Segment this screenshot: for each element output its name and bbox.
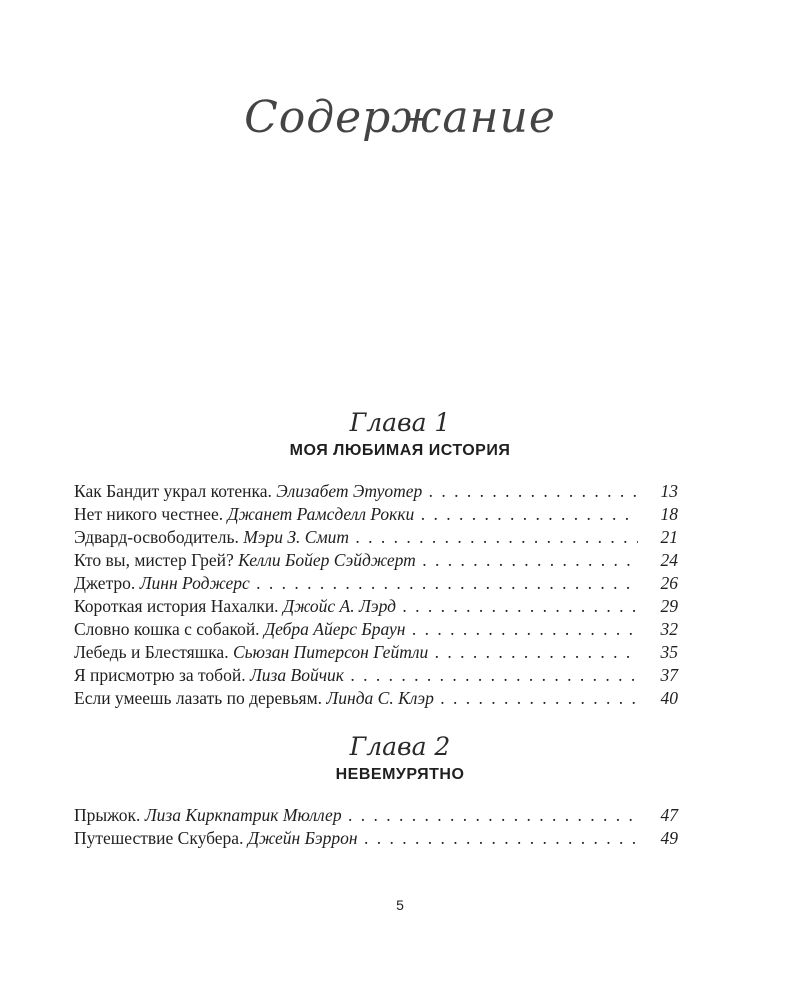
toc-entry-author: Джанет Рамсделл Рокки [227,504,415,524]
toc-entry-author: Дебра Айерс Браун [263,619,406,639]
toc-entry-title: Я присмотрю за тобой. [74,665,246,685]
toc-entry-text [74,827,638,850]
chapter-heading [0,732,800,786]
toc-entry [74,595,678,618]
toc-list [0,480,800,710]
page-title: Содержание [244,92,556,143]
toc-entry-title: Как Бандит украл котенка. [74,481,272,501]
toc-entry [74,503,678,526]
page-number: 5 [396,897,404,913]
toc-entry-author: Элизабет Этуотер [276,481,423,501]
toc-entry-text [74,503,638,526]
toc-entry-author: Джойс А. Лэрд [282,596,396,616]
toc-entry-page: 18 [642,503,678,526]
toc-entry-author: Лиза Войчик [249,665,344,685]
toc-entry-page: 29 [642,595,678,618]
toc-entry-page: 49 [642,827,678,850]
toc-entry [74,641,678,664]
toc-entry-title: Кто вы, мистер Грей? [74,550,234,570]
toc-entry-page: 26 [642,572,678,595]
toc-entry-text [74,641,638,664]
toc-entry-title: Прыжок. [74,805,141,825]
toc-entry-author: Линн Роджерс [139,573,250,593]
toc-entry [74,549,678,572]
toc-list [0,804,800,850]
chapter-subtitle: НЕВЕМУРЯТНО [335,766,465,783]
toc-entry-page: 37 [642,664,678,687]
toc-entry-page: 13 [642,480,678,503]
toc-entry-text [74,572,638,595]
toc-entry-page: 40 [642,687,678,710]
chapter-heading [0,408,800,462]
toc-entry [74,804,678,827]
toc-entry-text [74,480,638,503]
toc-entry-text [74,595,638,618]
toc-entry-title: Если умеешь лазать по деревьям. [74,688,323,708]
toc-entry-page: 24 [642,549,678,572]
toc-entry-author: Джейн Бэррон [247,828,358,848]
chapter-label: Глава 2 [349,732,451,761]
toc-entry-title: Лебедь и Блестяшка. [74,642,229,662]
toc-entry-page: 47 [642,804,678,827]
toc-entry-title: Словно кошка с собакой. [74,619,260,639]
toc-entry-author: Линда С. Клэр [326,688,434,708]
toc-entry-text [74,549,638,572]
toc-entry-title: Джетро. [74,573,136,593]
toc-entry-page: 21 [642,526,678,549]
chapter-2 [0,732,800,850]
toc-entry [74,827,678,850]
toc-entry [74,480,678,503]
toc-entry-text [74,804,638,827]
toc-entry [74,526,678,549]
chapter-subtitle: МОЯ ЛЮБИМАЯ ИСТОРИЯ [289,442,511,459]
toc-entry-title: Эдвард-освободитель. [74,527,239,547]
toc-entry-text [74,526,638,549]
toc-entry-text [74,664,638,687]
chapter-1 [0,408,800,710]
chapter-label: Глава 1 [349,408,451,437]
toc-entry-title: Короткая история Нахалки. [74,596,279,616]
toc-entry [74,664,678,687]
toc-entry-title: Нет никого честнее. [74,504,224,524]
toc-entry-text [74,687,638,710]
toc-entry [74,618,678,641]
toc-entry-title: Путешествие Скубера. [74,828,244,848]
toc-entry-page: 35 [642,641,678,664]
toc-entry-author: Мэри З. Смит [243,527,350,547]
toc-entry-text [74,618,638,641]
toc-entry-author: Келли Бойер Сэйджерт [238,550,416,570]
toc-entry-page: 32 [642,618,678,641]
toc-entry-author: Сьюзан Питерсон Гейтли [232,642,429,662]
toc-entry [74,687,678,710]
toc-entry [74,572,678,595]
toc-entry-author: Лиза Киркпатрик Мюллер [144,805,342,825]
